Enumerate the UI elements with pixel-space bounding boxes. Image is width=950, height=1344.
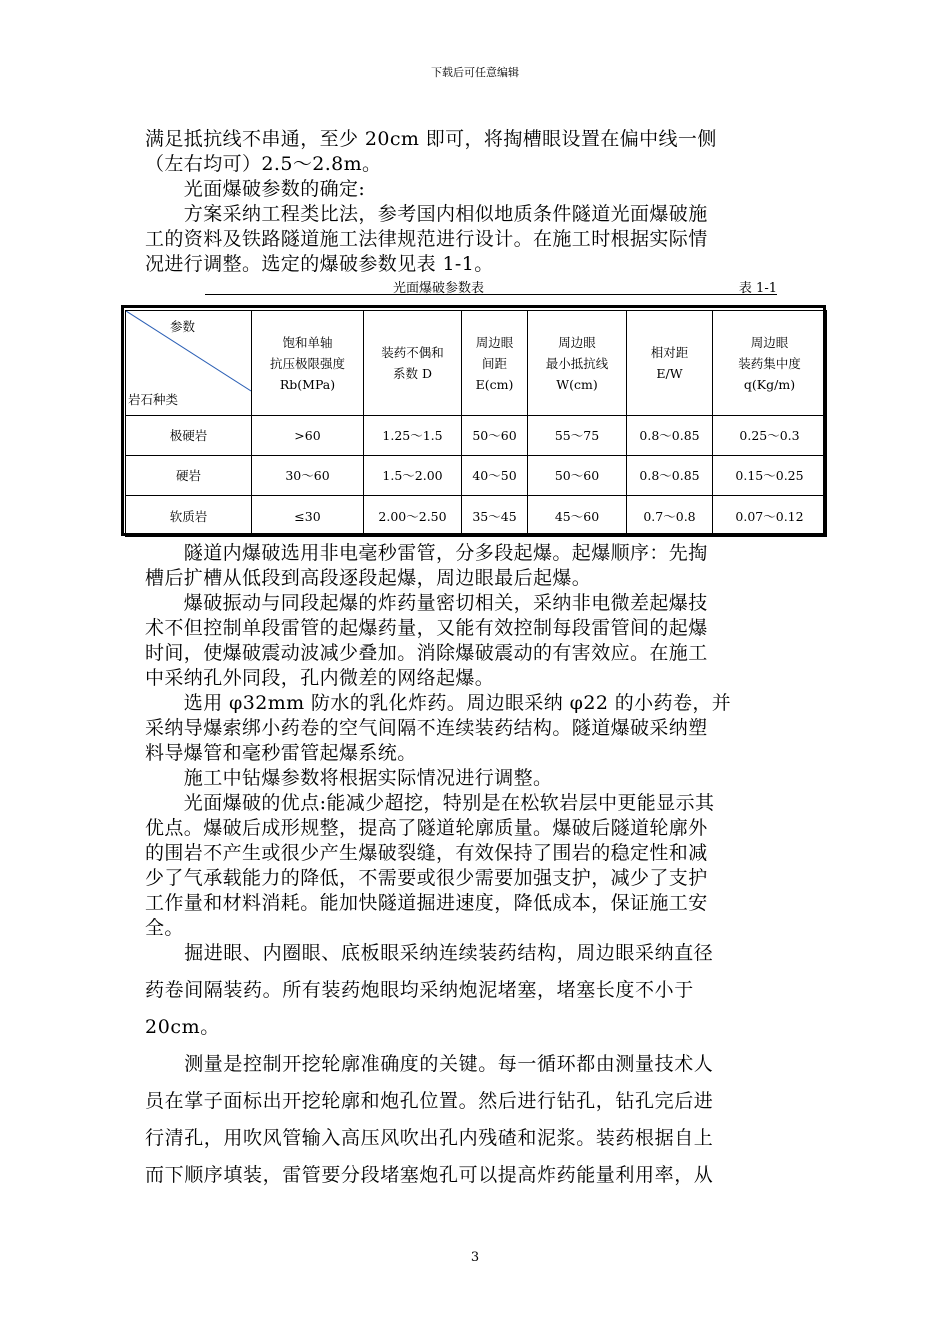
header-cell <box>462 311 528 416</box>
page-header: 下载后可任意编辑 <box>431 66 519 79</box>
table-cell: 50～60 <box>528 456 627 496</box>
text-line: 工的资料及铁路隧道施工法律规范进行设计。在施工时根据实际情 <box>145 228 708 250</box>
text-line: 光面爆破的优点:能减少超挖，特别是在松软岩层中更能显示其 <box>145 792 715 814</box>
table-cell: 软质岩 <box>126 496 252 537</box>
text-line: 优点。爆破后成形规整，提高了隧道轮廓质量。爆破后隧道轮廓外 <box>145 817 708 839</box>
table-cell: 40～50 <box>462 456 528 496</box>
table-cell: 0.15～0.25 <box>713 456 827 496</box>
corner-label-rock-type: 岩石种类 <box>128 392 179 407</box>
text-line: 选用 φ32mm 防水的乳化炸药。周边眼采纳 φ22 的小药卷，并 <box>145 692 732 714</box>
table-cell: 0.8～0.85 <box>627 416 713 456</box>
text-line: 药卷间隔装药。所有装药炮眼均采纳炮泥堵塞，堵塞长度不小于 <box>145 979 694 1001</box>
table-cell: 0.07～0.12 <box>713 496 827 537</box>
text-line: 施工中钻爆参数将根据实际情况进行调整。 <box>145 767 553 789</box>
table-cell: ≤30 <box>252 496 364 537</box>
table-cell: 0.25～0.3 <box>713 416 827 456</box>
text-line: 况进行调整。选定的爆破参数见表 1-1。 <box>145 253 494 275</box>
header-cell <box>528 311 627 416</box>
text-line: 料导爆管和毫秒雷管起爆系统。 <box>145 742 417 764</box>
text-line: 术不但控制单段雷管的起爆药量，又能有效控制每段雷管间的起爆 <box>145 617 708 639</box>
text-line: 工作量和材料消耗。能加快隧道掘进速度，降低成本，保证施工安 <box>145 892 708 914</box>
text-line: 时间，使爆破震动波减少叠加。消除爆破震动的有害效应。在施工 <box>145 642 708 664</box>
header-text: 周边眼 <box>475 334 514 350</box>
text-line: 爆破振动与同段起爆的炸药量密切相关，采纳非电微差起爆技 <box>145 592 708 614</box>
text-line: 少了气承载能力的降低，不需要或很少需要加强支护，减少了支护 <box>145 867 708 889</box>
table-cell: 55～75 <box>528 416 627 456</box>
table-cell: >60 <box>252 416 364 456</box>
header-text: 装药集中度 <box>738 355 801 371</box>
table-row <box>126 496 827 537</box>
table-cell: 1.25～1.5 <box>364 416 462 456</box>
diagonal-header-cell <box>126 311 252 416</box>
table-cell: 30～60 <box>252 456 364 496</box>
page-number: 3 <box>470 1250 480 1265</box>
header-text: 最小抵抗线 <box>545 355 609 371</box>
header-text: 抗压极限强度 <box>269 355 345 371</box>
header-cell <box>627 311 713 416</box>
blasting-parameters-table <box>125 310 827 537</box>
header-text: E(cm) <box>475 376 514 392</box>
header-text: Rb(MPa) <box>279 376 336 392</box>
header-text: q(Kg/m) <box>743 376 796 392</box>
table-cell: 45～60 <box>528 496 627 537</box>
corner-label-params: 参数 <box>170 319 196 334</box>
header-text: E/W <box>656 366 683 381</box>
table-cell: 硬岩 <box>126 456 252 496</box>
table-cell: 50～60 <box>462 416 528 456</box>
text-line: 采纳导爆索绑小药卷的空气间隔不连续装药结构。隧道爆破采纳塑 <box>145 717 708 739</box>
text-line: 20cm。 <box>145 1016 220 1038</box>
text-line: 全。 <box>145 917 184 939</box>
table-title: 光面爆破参数表 <box>393 281 485 296</box>
text-line: 的围岩不产生或很少产生爆破裂缝，有效保持了围岩的稳定性和减 <box>145 842 708 864</box>
table-header-row <box>126 311 827 416</box>
header-cell <box>252 311 364 416</box>
header-text: 周边眼 <box>750 334 789 350</box>
text-line: 掘进眼、内圈眼、底板眼采纳连续装药结构，周边眼采纳直径 <box>145 942 714 964</box>
table-cell: 1.5～2.00 <box>364 456 462 496</box>
table-caption <box>205 278 777 295</box>
table-row <box>126 416 827 456</box>
header-text: 装药不偶和 <box>381 345 444 360</box>
text-line: 测量是控制开挖轮廓准确度的关键。每一循环都由测量技术人 <box>145 1053 714 1075</box>
text-line: 中采纳孔外同段，孔内微差的网络起爆。 <box>145 667 495 689</box>
table-cell: 2.00～2.50 <box>364 496 462 537</box>
text-line: （左右均可）2.5～2.8m。 <box>145 153 382 175</box>
text-line: 而下顺序填装，雷管要分段堵塞炮孔可以提高炸药能量利用率，从 <box>145 1164 714 1186</box>
text-line: 光面爆破参数的确定: <box>145 178 366 200</box>
text-line: 槽后扩槽从低段到高段逐段起爆，周边眼最后起爆。 <box>145 567 592 589</box>
table-number: 表 1-1 <box>738 281 777 296</box>
header-cell <box>713 311 827 416</box>
header-text: 周边眼 <box>558 334 596 350</box>
table-row <box>126 456 827 496</box>
text-line: 行清孔，用吹风管输入高压风吹出孔内残碴和泥浆。装药根据自上 <box>145 1127 714 1149</box>
header-text: 间距 <box>481 355 507 371</box>
text-line: 员在掌子面标出开挖轮廓和炮孔位置。然后进行钻孔，钻孔完后进 <box>145 1090 714 1112</box>
table-cell: 极硬岩 <box>126 416 252 456</box>
table-cell: 0.7～0.8 <box>627 496 713 537</box>
text-line: 方案采纳工程类比法，参考国内相似地质条件隧道光面爆破施 <box>145 203 708 225</box>
header-text: W(cm) <box>556 376 598 392</box>
table-cell: 0.8～0.85 <box>627 456 713 496</box>
header-text: 系数 D <box>393 366 432 381</box>
header-cell <box>364 311 462 416</box>
text-line: 隧道内爆破选用非电毫秒雷管，分多段起爆。起爆顺序：先掏 <box>145 542 708 564</box>
text-line: 满足抵抗线不串通，至少 20cm 即可，将掏槽眼设置在偏中线一侧 <box>145 128 717 150</box>
table-cell: 35～45 <box>462 496 528 537</box>
header-text: 相对距 <box>650 345 689 360</box>
header-text: 饱和单轴 <box>282 334 333 350</box>
